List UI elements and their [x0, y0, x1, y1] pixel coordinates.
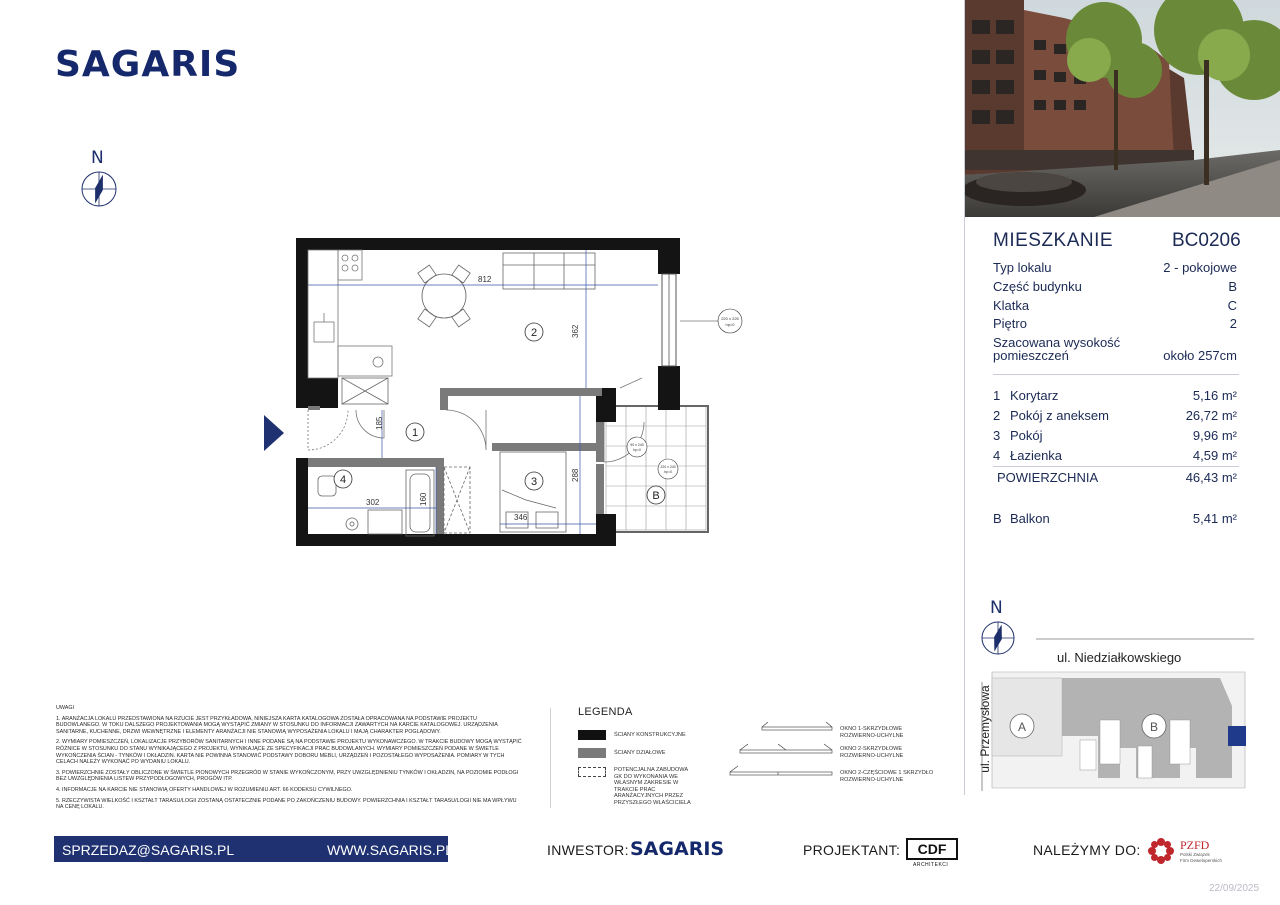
dim-346: 346	[514, 513, 528, 522]
room-name: Pokój z aneksem	[1010, 408, 1109, 423]
height-value: około 257cm	[1163, 348, 1237, 363]
legend-window-symbols	[728, 722, 834, 782]
investor-logo: SAGARIS	[630, 838, 725, 860]
room-name: Korytarz	[1010, 388, 1059, 403]
room-name: Pokój	[1010, 428, 1043, 443]
street-left-label: ul. Przemysłowa	[978, 685, 992, 773]
window-tag-2: 90 x 240	[630, 443, 644, 447]
balcony-tiles	[606, 406, 706, 530]
legend-gk-swatch	[578, 767, 606, 777]
info-value: 2	[1229, 316, 1237, 331]
room-name: Łazienka	[1010, 448, 1063, 463]
room-marker-1: 1	[411, 427, 419, 439]
dim-288: 288	[571, 468, 580, 482]
note-1: 1. ARANŻACJA LOKALU PRZEDSTAWIONA NA RZUCIE JEST PRZYKŁADOWA, NINIEJSZA KARTA KATALOGOWA ZOSTAŁA OPRACOWANA NA PODSTAWIE PROJEKTU BUDOWLANEGO. W TOKU DALSZEGO PROJEKTOWANIA MOGĄ WYSTĄPIĆ ZMIANY W STOSUNKU DO INFORMACJI ZAWARTYCH NA KARCIE KATALOGOWEJ. URZĄDZENIA SANITARNE, KUCHENNE, DRZWI WEWNĘTRZNE I ELEMENTY ARANŻACJI NIE STANOWIĄ WYPOSAŻENIA LOKALU I MAJĄ CHARAKTER POGLĄDOWY.	[56, 715, 498, 735]
footer-email-link[interactable]: SPRZEDAZ@SAGARIS.PL	[62, 842, 235, 858]
legend-window-3-label: OKNO 2-CZĘŚCIOWE 1 SKRZYDŁO ROZWIERNO-UCHYLNE	[840, 770, 934, 783]
room-area: 5,16 m²	[1192, 388, 1237, 403]
room-row-3	[993, 428, 1237, 443]
site-building-a: A	[1017, 720, 1027, 734]
street-top-label: ul. Niedziałkowskiego	[1057, 650, 1182, 665]
note-3: 3. POWIERZCHNIE ZOSTAŁY OBLICZONE W ŚWIETLE PIONOWYCH PRZEGRÓD W STANIE WYKOŃCZONYM, PRZY UWZGLĘDNIENIU TYNKÓW I OKŁADZIN, NA POZIOMIE PODŁOGI BEZ UWZGLĘDNIENIA LISTEW PRZYPODŁOGOWYCH, PROGÓW ITP.	[56, 769, 519, 783]
height-label-2: pomieszczeń	[993, 348, 1069, 363]
window-tag-1-graphic	[680, 305, 744, 337]
document-date: 22/09/2025	[1209, 883, 1260, 894]
info-value: C	[1227, 298, 1237, 313]
info-row-building-part	[993, 279, 1237, 294]
total-area-row	[993, 470, 1237, 485]
member-label: NALEŻYMY DO:	[1033, 842, 1141, 858]
notes-block	[56, 705, 522, 815]
room-marker-4: 4	[339, 474, 347, 486]
info-label: Typ lokalu	[993, 260, 1052, 275]
info-value: 2 - pokojowe	[1163, 260, 1237, 275]
pzfd-logo-text: PZFD	[1180, 838, 1210, 852]
info-label: Część budynku	[993, 279, 1082, 294]
note-5: 5. RZECZYWISTA WIELKOŚĆ I KSZTAŁT TARASU/LOGII ZOSTANĄ OSTATECZNIE PODANE PO ZAKOŃCZENIU BUDOWY. POWIERZCHNIA I KSZTAŁT TARASU/LOGII NIE MA WPŁYWU NA CENĘ LOKALU.	[56, 797, 517, 811]
dim-185: 185	[375, 416, 384, 430]
room-marker-3: 3	[530, 476, 538, 488]
apartment-location-marker	[1228, 726, 1246, 746]
entrance-arrow-icon	[262, 413, 286, 453]
window-tag-3: 220 x 240	[660, 465, 676, 469]
pzfd-sub-2: Firm Deweloperskich	[1180, 858, 1223, 863]
site-compass-north-label: N	[990, 598, 1003, 618]
brand-logo: SAGARIS	[55, 44, 241, 85]
window-tag-1-sub: hp=0	[725, 322, 735, 327]
compass-icon	[80, 170, 118, 208]
info-value: B	[1228, 279, 1237, 294]
site-building-b: B	[1149, 720, 1159, 734]
apartment-code: BC0206	[1172, 230, 1241, 251]
floor-plan	[296, 238, 716, 550]
info-row-staircase	[993, 298, 1237, 313]
total-area-value: 46,43 m²	[1185, 470, 1237, 485]
info-label: Klatka	[993, 298, 1030, 313]
room-area: 9,96 m²	[1192, 428, 1237, 443]
total-area-label: POWIERZCHNIA	[997, 470, 1099, 485]
legend-partition-swatch	[578, 748, 606, 758]
footer-website-link[interactable]: WWW.SAGARIS.PL	[327, 842, 454, 858]
divider	[993, 374, 1239, 375]
window-tag-2-sub: hp=0	[633, 448, 641, 452]
dim-362: 362	[571, 324, 580, 338]
room-row-2	[993, 408, 1237, 423]
window-tag-1: 220 x 225	[721, 316, 739, 321]
pzfd-logo-icon	[1146, 836, 1176, 866]
room-num: 4	[993, 448, 1001, 463]
investor-label: INWESTOR:	[547, 842, 629, 858]
room-num: 1	[993, 388, 1001, 403]
dim-160: 160	[419, 492, 428, 506]
room-num: 2	[993, 408, 1001, 423]
apartment-heading: MIESZKANIE	[993, 230, 1114, 251]
building-visualization-image	[964, 0, 1280, 217]
legend-window-2-label: OKNO 2-SKRZYDŁOWE ROZWIERNO-UCHYLNE	[840, 746, 904, 759]
room-row-1	[993, 388, 1237, 403]
info-label: Piętro	[993, 316, 1027, 331]
designer-label: PROJEKTANT:	[803, 842, 901, 858]
designer-logo-sub: ARCHITEKCI	[913, 862, 949, 868]
legend-gk-label: POTENCJALNA ZABUDOWA GK DO WYKONANIA WE WŁASNYM ZAKRESIE W TRAKCIE PRAC ARANŻACYJNYCH PRZEZ PRZYSZŁEGO WŁAŚCICIELA	[614, 767, 691, 806]
room-area: 5,41 m²	[1192, 511, 1237, 526]
legend-structural-label: ŚCIANY KONSTRUKCYJNE	[614, 732, 686, 738]
balcony-row	[993, 511, 1237, 526]
room-name: Balkon	[1010, 511, 1050, 526]
legend-partition-label: ŚCIANY DZIAŁOWE	[614, 750, 666, 756]
compass-north-label: N	[91, 148, 104, 168]
legend-window-1-label: OKNO 1-SKRZYDŁOWE ROZWIERNO-UCHYLNE	[840, 726, 904, 739]
room-marker-b: B	[652, 490, 660, 502]
room-row-4	[993, 448, 1237, 463]
room-num: B	[993, 511, 1002, 526]
window-tag-3-sub: hp=0	[664, 470, 672, 474]
room-marker-2: 2	[530, 327, 538, 339]
info-row-floor	[993, 316, 1237, 331]
designer-logo: CDF	[906, 838, 958, 860]
notes-title: UWAGI	[56, 705, 75, 711]
height-label-1: Szacowana wysokość	[993, 335, 1121, 350]
pzfd-sub-1: Polski Związek	[1180, 852, 1210, 857]
dim-812: 812	[478, 275, 492, 284]
legend-structural-swatch	[578, 730, 606, 740]
legend-title: LEGENDA	[578, 706, 633, 718]
divider	[993, 466, 1239, 467]
room-num: 3	[993, 428, 1001, 443]
info-row-type	[993, 260, 1237, 275]
room-area: 4,59 m²	[1192, 448, 1237, 463]
note-4: 4. INFORMACJE NA KARCIE NIE STANOWIĄ OFERTY HANDLOWEJ W ROZUMIENIU ART. 66 KODEKSU CYWILNEGO.	[56, 786, 353, 793]
panel-divider	[964, 0, 965, 795]
room-area: 26,72 m²	[1185, 408, 1237, 423]
dim-302: 302	[366, 498, 380, 507]
note-2: 2. WYMIARY POMIESZCZEŃ, LOKALIZACJE PRZYBORÓW SANITARNYCH I INNE PODANE SĄ NA PODSTAWIE PROJEKTU WYKONAWCZEGO. W TRAKCIE BUDOWY MOGĄ WYSTĄPIĆ RÓŻNICE W STOSUNKU DO STANU WYNIKAJĄCEGO Z PROJEKTU, WYNIKAJĄCE ZE SPECYFIKACJI PRAC BUDOWLANYCH. WYMIARY POMIESZCZEŃ PODANE W ŚWIETLE WYKOŃCZENIA ŚCIAN - TYNKÓW I OKŁADZIN. KARTA NIE POWINNA STANOWIĆ PODSTAWY DOBORU MEBLI, URZĄDZEŃ I POZOSTAŁEGO WYPOSAŻENIA. POMIARY W TYCH CELACH NALEŻY WYKONAĆ PO WYDANIU LOKALU.	[56, 739, 522, 766]
notes-divider	[550, 708, 551, 808]
